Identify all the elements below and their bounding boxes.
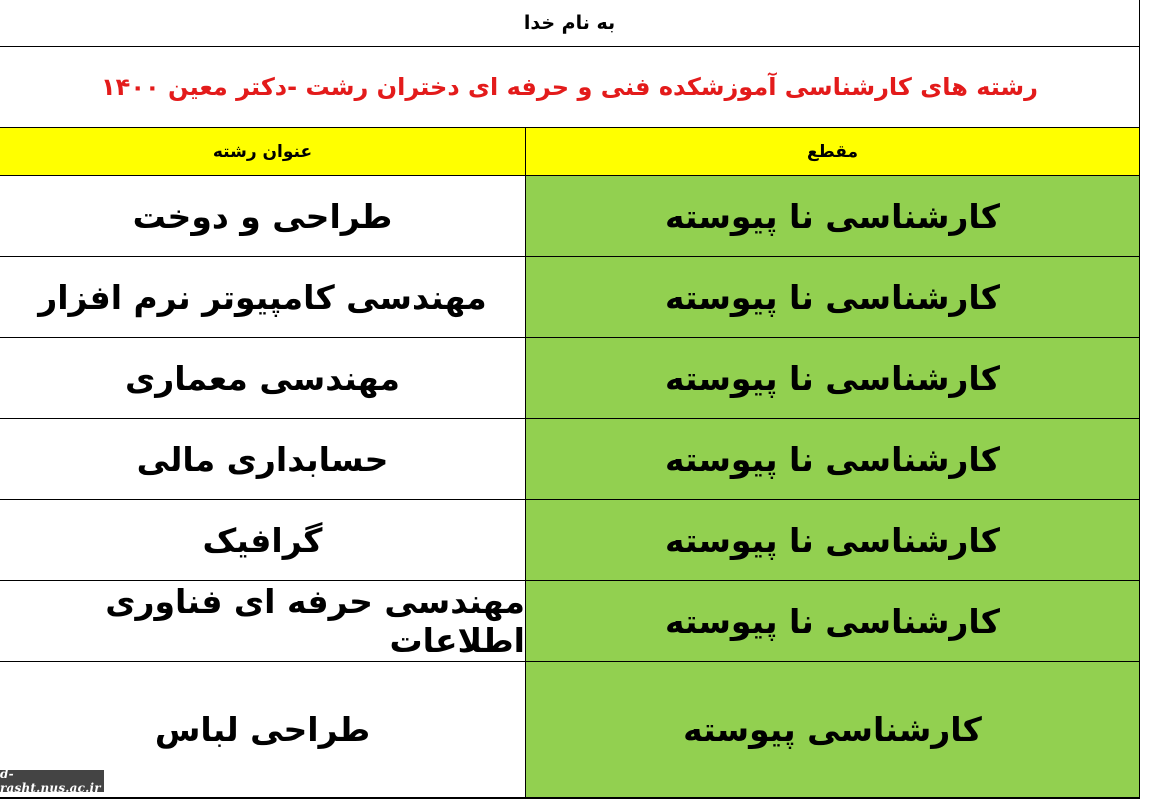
level-cell: کارشناسی نا پیوسته (526, 419, 1139, 499)
bottom-border (0, 798, 1140, 799)
column-header-level: مقطع (807, 141, 858, 162)
title-text: رشته های کارشناسی آموزشکده فنی و حرفه ای دختران رشت -دکتر معین ۱۴۰۰ (101, 73, 1038, 101)
table-row (0, 176, 1140, 257)
column-header-row (0, 128, 1140, 176)
table-row (0, 581, 1140, 662)
table-row (0, 419, 1140, 500)
document-title (0, 47, 1140, 128)
level-cell: کارشناسی پیوسته (526, 662, 1139, 797)
field-cell: طراحی لباس (0, 662, 526, 797)
table-row (0, 338, 1140, 419)
field-cell: مهندسی حرفه ای فناوری اطلاعات (0, 581, 526, 661)
basmala-text: به نام خدا (523, 12, 616, 34)
basmala-header (0, 0, 1140, 47)
site-watermark: d-rasht.nus.ac.ir (0, 770, 104, 792)
field-cell: طراحی و دوخت (0, 176, 526, 256)
level-cell: کارشناسی نا پیوسته (526, 338, 1139, 418)
field-cell: گرافیک (0, 500, 526, 580)
level-cell: کارشناسی نا پیوسته (526, 581, 1139, 661)
field-cell: حسابداری مالی (0, 419, 526, 499)
table-row (0, 257, 1140, 338)
field-cell: مهندسی کامپیوتر نرم افزار (0, 257, 526, 337)
level-cell: کارشناسی نا پیوسته (526, 257, 1139, 337)
table-row (0, 662, 1140, 798)
level-cell: کارشناسی نا پیوسته (526, 500, 1139, 580)
field-cell: مهندسی معماری (0, 338, 526, 418)
column-header-field-title: عنوان رشته (0, 128, 526, 175)
level-cell: کارشناسی نا پیوسته (526, 176, 1139, 256)
table-row (0, 500, 1140, 581)
